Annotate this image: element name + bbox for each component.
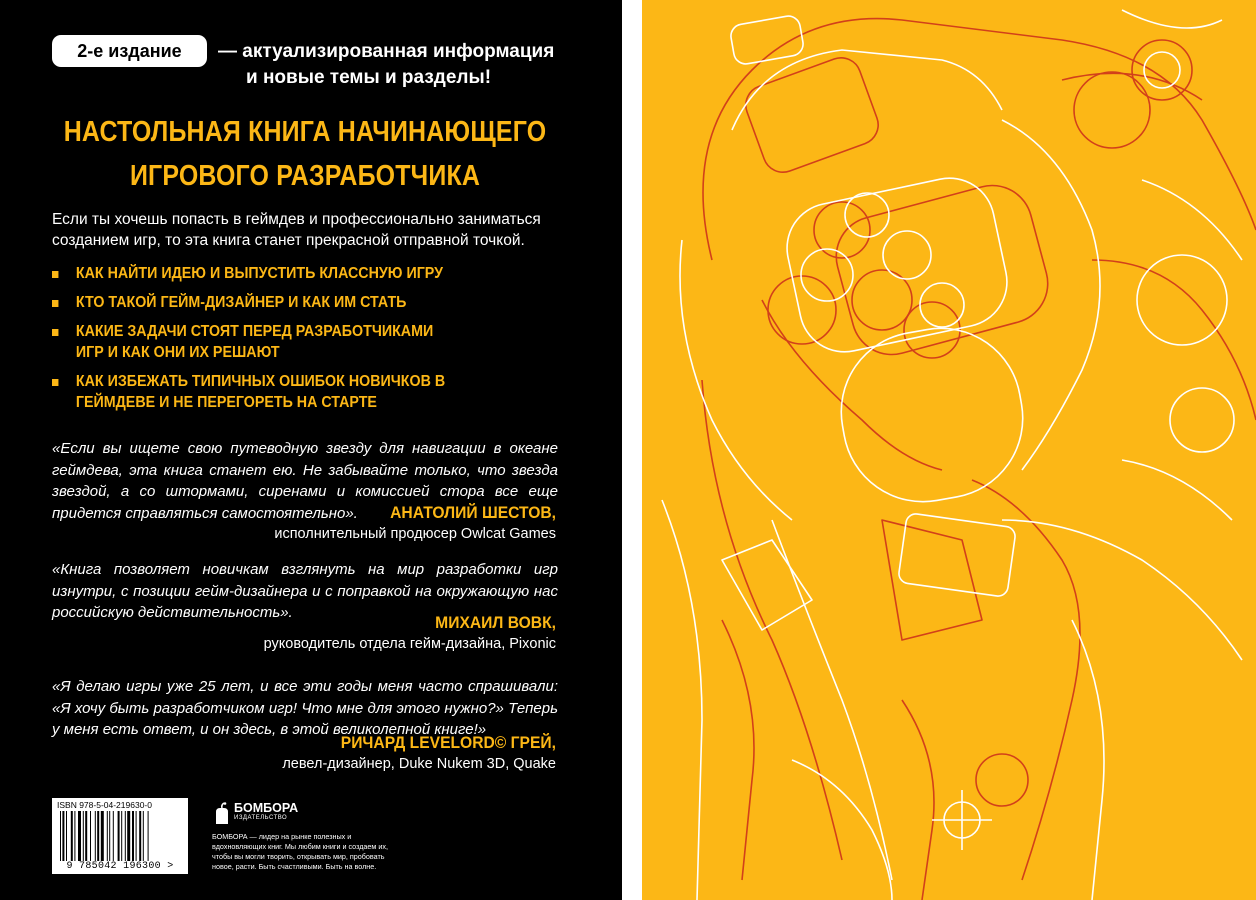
feature-item-label: КТО ТАКОЙ ГЕЙМ-ДИЗАЙНЕР И КАК ИМ СТАТЬ	[75, 294, 407, 311]
spine-gap	[622, 0, 642, 900]
square-bullet-icon	[52, 271, 58, 278]
edition-note-line2: и новые темы и разделы!	[246, 67, 492, 88]
edition-note-line1: — актуализированная информация	[218, 41, 555, 62]
square-bullet-icon	[52, 379, 58, 386]
barcode-digits: 9 785042 196300 >	[66, 861, 174, 872]
edition-note	[218, 39, 555, 91]
barcode-bar	[118, 811, 120, 861]
barcode-bar	[109, 811, 110, 861]
back-cover	[0, 0, 622, 900]
front-cover	[642, 0, 1256, 900]
barcode-bar	[74, 811, 75, 861]
barcode-bar	[85, 811, 87, 861]
controller-white-outline	[662, 10, 1242, 900]
publisher-description: БОМБОРА — лидер на рынке полезных и вдохновляющих книг. Мы любим книги и создаем их, чтобы вы могли творить, открывать мир, пробовать новое, расти. Быть счастливыми. Быть на волне.	[212, 832, 388, 871]
square-bullet-icon	[52, 329, 58, 336]
barcode-bar	[143, 811, 144, 861]
barcode-bar	[95, 811, 96, 861]
review-quote: «Я делаю игры уже 25 лет, и все эти годы меня часто спрашивали: «Я хочу быть разработчиком игр! Что мне для этого нужно?» Теперь у меня есть ответ, и он здесь, в этой великолепной книге!»	[52, 678, 558, 738]
barcode-bar	[101, 811, 104, 861]
barcode-bar	[78, 811, 81, 861]
feature-item-label: КАК НАЙТИ ИДЕЮ И ВЫПУСТИТЬ КЛАССНУЮ ИГРУ	[75, 265, 443, 282]
barcode-bar	[113, 811, 114, 861]
review-quote: «Книга позволяет новичкам взглянуть на мир разработки игр изнутри, с позиции гейм-дизайнера и с поправкой на окружающую нас российскую действительность».	[52, 561, 558, 621]
book-title	[43, 110, 568, 198]
feature-item	[52, 321, 462, 363]
feature-item	[52, 292, 530, 313]
edition-badge: 2-е издание	[52, 35, 207, 67]
barcode-bar	[132, 811, 134, 861]
publisher-subtitle: ИЗДАТЕЛЬСТВО	[234, 815, 288, 821]
barcode-bar	[148, 811, 149, 861]
barcode-bar	[83, 811, 84, 861]
barcode-bars	[60, 811, 180, 861]
book-title-line1: НАСТОЛЬНАЯ КНИГА НАЧИНАЮЩЕГО	[63, 116, 547, 148]
barcode-bar	[71, 811, 73, 861]
barcode-bar	[139, 811, 141, 861]
review-author-name: РИЧАРД LEVELORD© ГРЕЙ,	[340, 733, 556, 752]
barcode-bar	[127, 811, 130, 861]
feature-list	[52, 263, 572, 421]
barcode-bar	[62, 811, 64, 861]
barcode-bar	[136, 811, 137, 861]
review-author-name: АНАТОЛИЙ ШЕСТОВ,	[390, 503, 556, 522]
review-author	[136, 502, 556, 544]
controller-red-outline	[702, 19, 1256, 900]
barcode	[52, 798, 188, 874]
barcode-bar	[125, 811, 126, 861]
feature-item-label: КАК ИЗБЕЖАТЬ ТИПИЧНЫХ ОШИБОК НОВИЧКОВ В ГЕЙМДЕВЕ И НЕ ПЕРЕГОРЕТЬ НА СТАРТЕ	[75, 373, 446, 411]
publisher-name: БОМБОРА	[234, 801, 299, 815]
barcode-bar	[97, 811, 99, 861]
barcode-bar	[66, 811, 67, 861]
review-author-role: левел-дизайнер, Duke Nukem 3D, Quake	[282, 756, 556, 772]
review-quote: «Если вы ищете свою путеводную звезду для навигации в океане геймдева, эта книга станет ею. Не забывайте только, что звезда звездой, а со штормами, сиренами и комиссией стора все еще придется справляться самостоятельно».	[52, 440, 558, 522]
feature-item	[52, 263, 530, 284]
barcode-bar	[60, 811, 61, 861]
isbn-text: ISBN 978-5-04-219630-0	[57, 800, 152, 810]
review-author-role: руководитель отдела гейм-дизайна, Pixonic	[263, 636, 556, 652]
barcode-bar	[107, 811, 108, 861]
bombora-logo-icon	[212, 802, 232, 824]
review-author	[136, 612, 556, 654]
square-bullet-icon	[52, 300, 58, 307]
book-title-line2: ИГРОВОГО РАЗРАБОТЧИКА	[129, 160, 481, 192]
barcode-bar	[121, 811, 122, 861]
barcode-bar	[90, 811, 91, 861]
review-author-role: исполнительный продюсер Owlcat Games	[274, 526, 556, 542]
review-author-name: МИХАИЛ ВОВК,	[435, 613, 556, 632]
review-author	[136, 732, 556, 774]
feature-item	[52, 371, 481, 413]
intro-text: Если ты хочешь попасть в геймдев и профессионально заниматься созданием игр, то эта книга станет прекрасной отправной точкой.	[52, 211, 541, 249]
game-controller-illustration	[642, 0, 1256, 900]
feature-item-label: КАКИЕ ЗАДАЧИ СТОЯТ ПЕРЕД РАЗРАБОТЧИКАМИ ИГР И КАК ОНИ ИХ РЕШАЮТ	[75, 323, 434, 361]
